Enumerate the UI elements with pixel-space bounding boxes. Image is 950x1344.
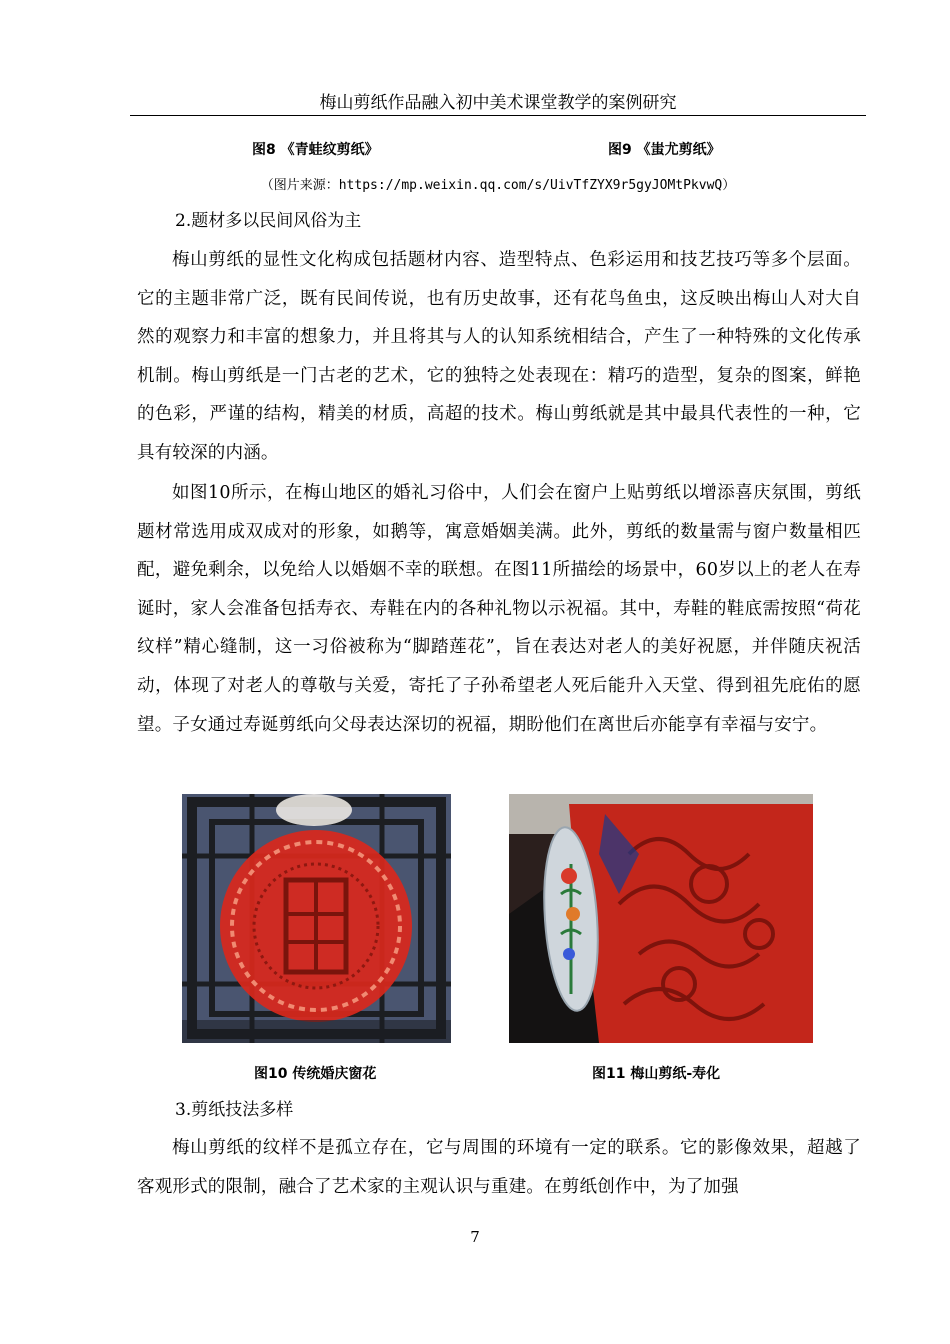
figure-10-caption: 图10 传统婚庆窗花	[254, 1066, 377, 1082]
section-2-paragraph-1: 梅山剪纸的显性文化构成包括题材内容、造型特点、色彩运用和技艺技巧等多个层面。它的主题非常广泛，既有民间传说，也有历史故事，还有花鸟鱼虫，这反映出梅山人对大自然的观察力和丰富的想象力，并且将其与人的认知系统相结合，产生了一种特殊的文化传承机制。梅山剪纸是一门古老的艺术，它的独特之处表现在：精巧的造型，复杂的图案，鲜艳的色彩，严谨的结构，精美的材质，高超的技术。梅山剪纸就是其中最具代表性的一种，它具有较深的内涵。	[137, 250, 861, 463]
section-2-heading: 2.题材多以民间风俗为主	[175, 211, 362, 231]
wedding-window-papercut-illustration	[182, 794, 451, 1043]
page-number: 7	[470, 1228, 480, 1246]
section-2-paragraph-2: 如图10所示，在梅山地区的婚礼习俗中，人们会在窗户上贴剪纸以增添喜庆氛围，剪纸题材常选用成双成对的形象，如鹅等，寓意婚姻美满。此外，剪纸的数量需与窗户数量相匹配，避免剩余，以免给人以婚姻不幸的联想。在图11所描绘的场景中，60岁以上的老人在寿诞时，家人会准备包括寿衣、寿鞋在内的各种礼物以示祝福。其中，寿鞋的鞋底需按照“荷花纹样”精心缝制，这一习俗被称为“脚踏莲花”，旨在表达对老人的美好祝愿，并伴随庆祝活动，体现了对老人的尊敬与关爱，寄托了子孙希望老人死后能升入天堂、得到祖先庇佑的愿望。子女通过寿诞剪纸向父母表达深切的祝福，期盼他们在离世后亦能享有幸福与安宁。	[137, 483, 861, 735]
longevity-papercut-illustration	[509, 794, 813, 1043]
figure-9-caption: 图9 《蚩尤剪纸》	[608, 142, 721, 158]
section-3-paragraph-1: 梅山剪纸的纹样不是孤立存在，它与周围的环境有一定的联系。它的影像效果，超越了客观形式的限制，融合了艺术家的主观认识与重建。在剪纸创作中，为了加强	[137, 1138, 861, 1197]
figure-10-image	[182, 794, 451, 1043]
header-rule	[130, 115, 866, 116]
image-source-note: （图片来源：https://mp.weixin.qq.com/s/UivTfZYX9r5gyJOMtPkvwQ）	[260, 178, 736, 193]
figure-11-image	[509, 794, 813, 1043]
section-3-heading: 3.剪纸技法多样	[175, 1100, 294, 1120]
running-header: 梅山剪纸作品融入初中美术课堂教学的案例研究	[319, 93, 677, 113]
figure-8-caption: 图8 《青蛙纹剪纸》	[252, 142, 379, 158]
figure-11-caption: 图11 梅山剪纸-寿化	[592, 1066, 721, 1082]
